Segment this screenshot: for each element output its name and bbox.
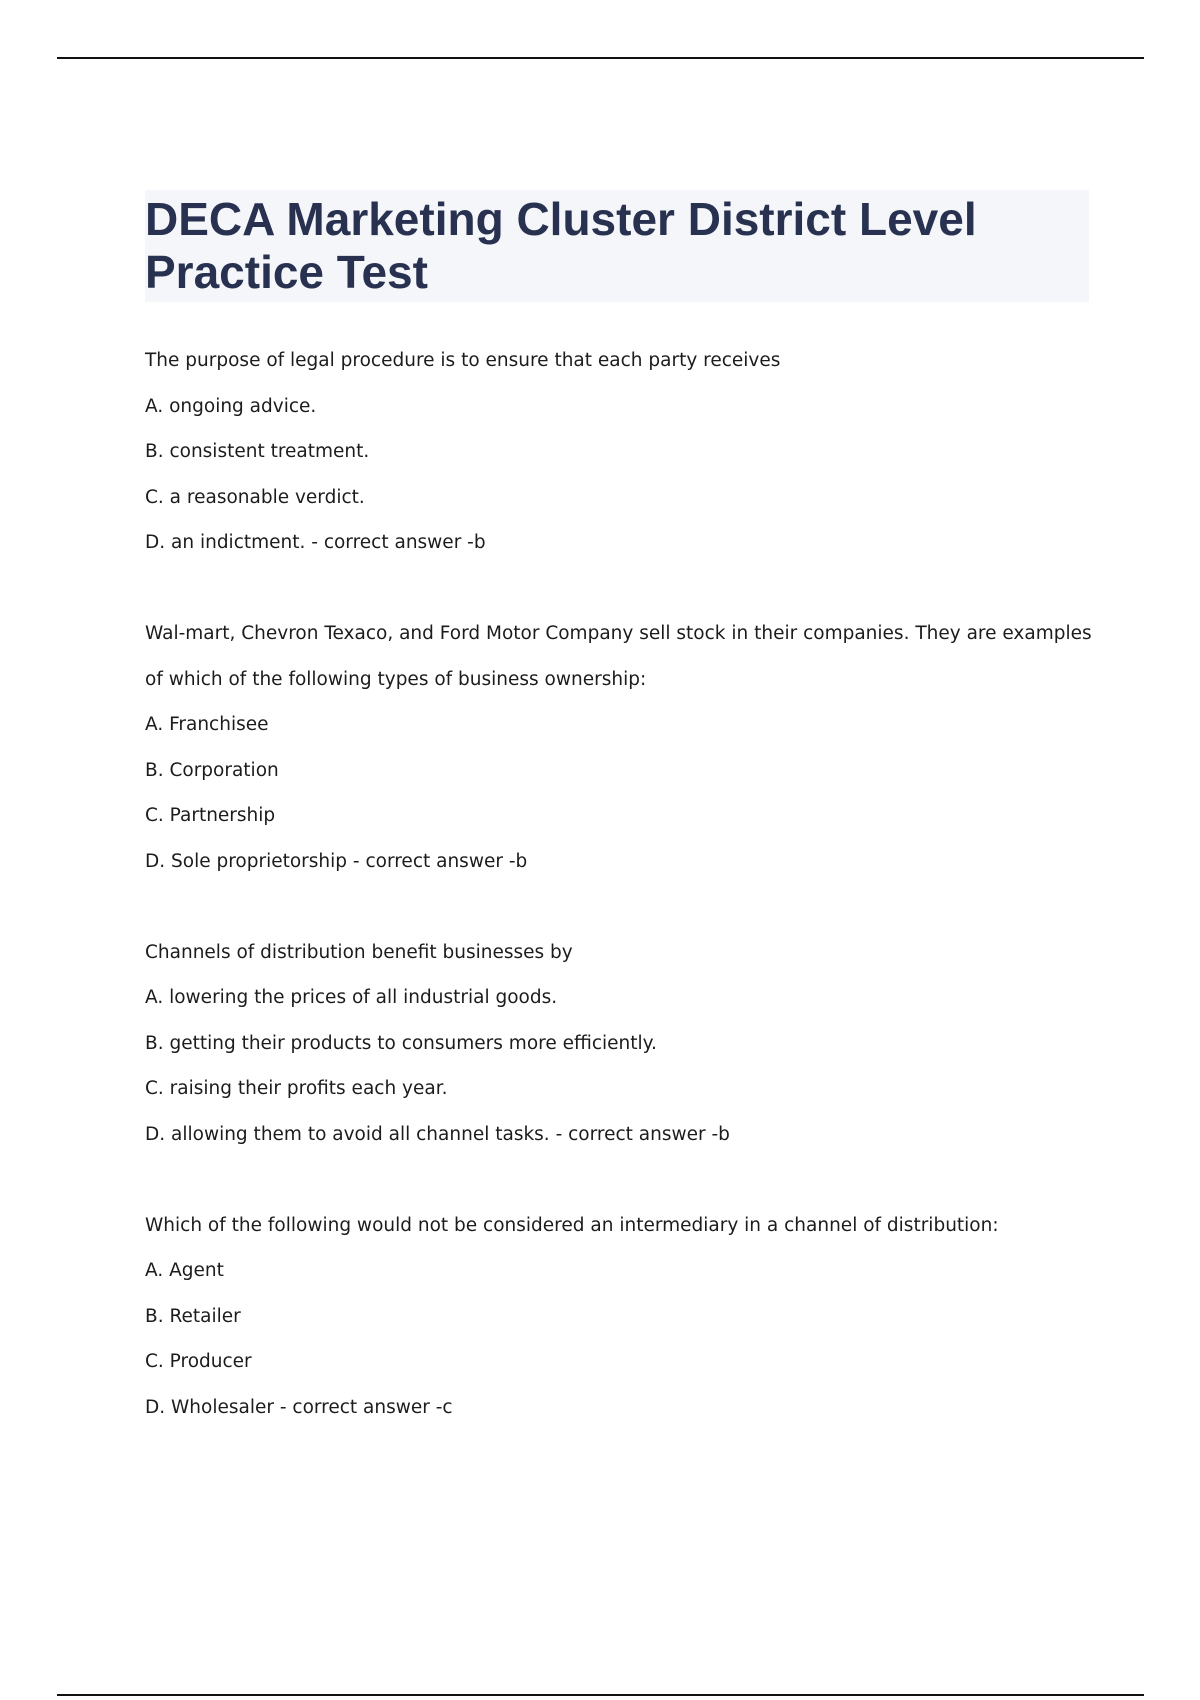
question-4-option-b: B. Retailer xyxy=(145,1306,241,1327)
page-title: DECA Marketing Cluster District Level Practice Test xyxy=(145,193,977,298)
question-2-option-c: C. Partnership xyxy=(145,805,276,826)
question-4-option-a: A. Agent xyxy=(145,1260,224,1281)
question-4-stem: Which of the following would not be considered an intermediary in a channel of distribution: xyxy=(145,1215,999,1236)
question-2-option-b: B. Corporation xyxy=(145,760,279,781)
question-2-stem-line-2: of which of the following types of business ownership: xyxy=(145,669,647,690)
question-1-option-b: B. consistent treatment. xyxy=(145,441,370,462)
question-2-option-a: A. Franchisee xyxy=(145,714,269,735)
question-1-option-a: A. ongoing advice. xyxy=(145,396,317,417)
question-3-option-d: D. allowing them to avoid all channel tasks. - correct answer -b xyxy=(145,1124,730,1145)
question-3-option-c: C. raising their profits each year. xyxy=(145,1078,448,1099)
question-2-stem-line-1: Wal-mart, Chevron Texaco, and Ford Motor Company sell stock in their companies. They are examples xyxy=(145,623,1092,644)
question-1-option-c: C. a reasonable verdict. xyxy=(145,487,365,508)
question-3-option-a: A. lowering the prices of all industrial goods. xyxy=(145,987,558,1008)
question-4-option-c: C. Producer xyxy=(145,1351,252,1372)
question-3-option-b: B. getting their products to consumers more efficiently. xyxy=(145,1033,657,1054)
footer-rule xyxy=(57,1694,1144,1696)
question-1-stem: The purpose of legal procedure is to ensure that each party receives xyxy=(145,350,781,371)
question-3-stem: Channels of distribution benefit businesses by xyxy=(145,942,573,963)
question-4-option-d: D. Wholesaler - correct answer -c xyxy=(145,1397,453,1418)
question-2-option-d: D. Sole proprietorship - correct answer -b xyxy=(145,851,528,872)
question-1-option-d: D. an indictment. - correct answer -b xyxy=(145,532,486,553)
header-rule xyxy=(57,57,1144,59)
